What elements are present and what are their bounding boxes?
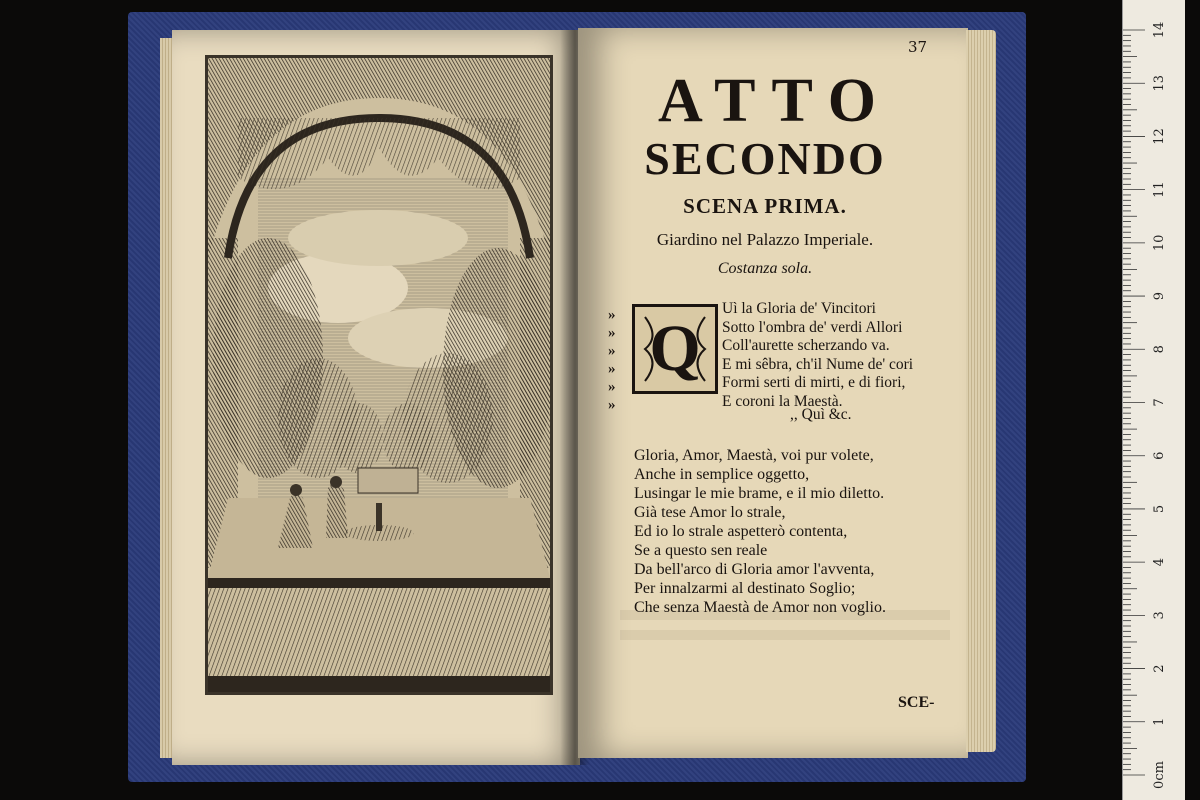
quote-mark: » — [608, 325, 616, 341]
aria-line: E coroni la Maestà. — [722, 392, 843, 410]
act-number: SECONDO — [644, 133, 886, 184]
ruler-label: 3 — [1152, 611, 1167, 620]
ruler-label: 2 — [1152, 664, 1167, 673]
verse-line: Ed io lo strale aspetterò contenta, — [634, 523, 848, 540]
ruler-label: 14 — [1152, 21, 1167, 39]
aria-line: Coll'aurette scherzando va. — [722, 337, 890, 354]
verse-line: Se a questo sen reale — [634, 542, 768, 559]
aria-text — [722, 300, 962, 411]
quote-mark: » — [608, 307, 616, 323]
verse-line: Da bell'arco di Gloria amor l'avventa, — [634, 561, 875, 578]
aria-line: Formi serti di mirti, e di fiori, — [722, 374, 906, 391]
recitative-text — [634, 446, 964, 617]
act-title: ATTO — [658, 67, 892, 135]
quote-mark: » — [608, 361, 616, 377]
ruler-label: 8 — [1152, 345, 1167, 354]
decorated-initial — [632, 304, 718, 394]
ruler-label: 10 — [1152, 234, 1167, 252]
drop-cap-letter: Q — [649, 312, 701, 385]
ruler-label: 4 — [1152, 558, 1167, 567]
ruler-ticks — [1123, 0, 1185, 800]
page-number: 37 — [908, 38, 928, 56]
aria-refrain: ,, Quì &c. — [790, 406, 852, 423]
ruler-label: 13 — [1152, 74, 1167, 92]
verse-line: Per innalzarmi al destinato Soglio; — [634, 580, 856, 597]
verse-line: Anche in semplice oggetto, — [634, 466, 810, 483]
engraved-plate — [205, 55, 553, 695]
ruler-label: 1 — [1152, 717, 1167, 726]
ruler-label: 9 — [1152, 291, 1167, 301]
verse-line: Lusingar le mie brame, e il mio diletto. — [634, 485, 885, 502]
garden-engraving — [208, 58, 550, 692]
verse-line: Già tese Amor lo strale, — [634, 504, 786, 521]
measuring-ruler — [1122, 0, 1185, 800]
ruler-label: 11 — [1152, 181, 1167, 198]
aria-line: Sotto l'ombra de' verdi Allori — [722, 318, 903, 336]
catchword: SCE- — [898, 694, 935, 711]
verse-line: Che senza Maestà de Amor non voglio. — [634, 599, 886, 616]
character-name: Costanza sola. — [717, 260, 813, 277]
ruler-label: 12 — [1152, 128, 1167, 145]
ruler-label: 6 — [1152, 451, 1167, 460]
quote-marks — [608, 306, 616, 414]
ruler-label: 0cm — [1152, 761, 1167, 789]
right-page-edges — [966, 30, 996, 752]
scene-setting: Giardino nel Palazzo Imperiale. — [656, 230, 874, 249]
aria-line: E mi sêbra, ch'il Nume de' cori — [722, 355, 914, 373]
show-through-text — [620, 630, 950, 640]
quote-mark: » — [608, 343, 616, 359]
ruler-label: 7 — [1152, 398, 1167, 407]
scene-heading: SCENA PRIMA. — [683, 194, 847, 218]
quote-mark: » — [608, 379, 616, 395]
aria-line: Uì la Gloria de' Vincitori — [722, 300, 876, 317]
verse-line: Gloria, Amor, Maestà, voi pur volete, — [634, 447, 874, 464]
ruler-label: 5 — [1152, 504, 1167, 514]
quote-mark: » — [608, 397, 616, 413]
